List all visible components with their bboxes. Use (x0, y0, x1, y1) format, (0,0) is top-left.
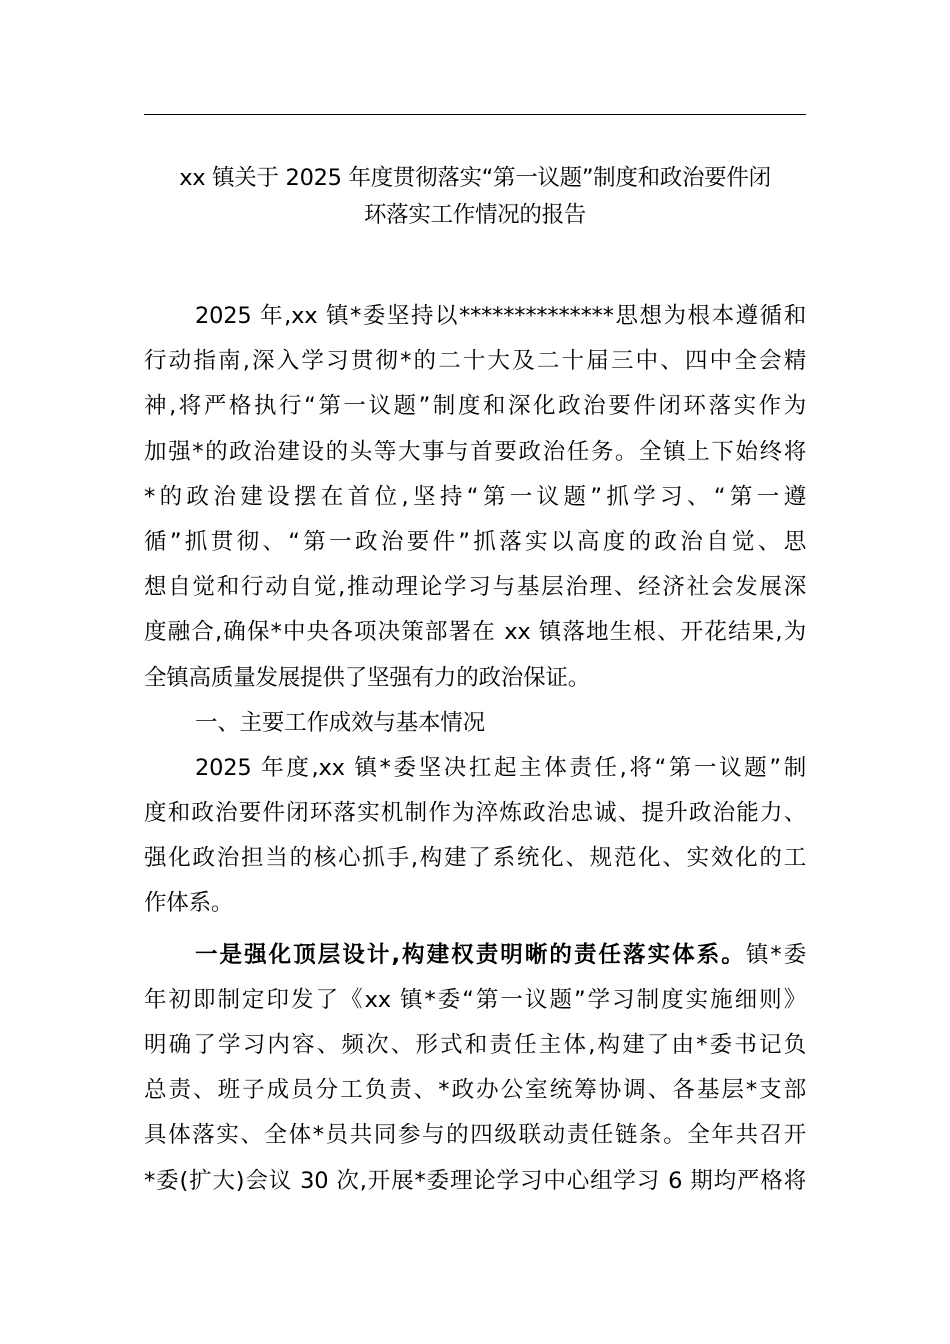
bold-lead-sentence: 一是强化顶层设计,构建权责明晰的责任落实体系。 (195, 941, 746, 968)
title-line-2: 环落实工作情况的报告 (363, 202, 586, 228)
paragraph-line: 明确了学习内容、频次、形式和责任主体,构建了由*委书记负 (144, 1032, 806, 1058)
paragraph-line: *的政治建设摆在首位,坚持“第一议题”抓学习、“第一遵 (144, 483, 806, 510)
title-line-1: xx 镇关于 2025 年度贯彻落实“第一议题”制度和政治要件闭 (179, 165, 771, 191)
document-body (144, 294, 806, 1204)
paragraph-line: 度融合,确保*中央各项决策部署在 xx 镇落地生根、开花结果,为 (144, 619, 806, 646)
paragraph-line: *委(扩大)会议 30 次,开展*委理论学习中心组学习 6 期均严格将 (144, 1167, 806, 1194)
paragraph-line: 加强*的政治建设的头等大事与首要政治任务。全镇上下始终将 (144, 438, 806, 465)
paragraph-line: 具体落实、全体*员共同参与的四级联动责任链条。全年共召开 (144, 1122, 806, 1149)
document-title (144, 160, 806, 234)
paragraph-line: 2025 年,xx 镇*委坚持以**************思想为根本遵循和 (195, 303, 806, 329)
paragraph-line: 度和政治要件闭环落实机制作为淬炼政治忠诚、提升政治能力、 (144, 800, 806, 827)
paragraph-point-one (144, 933, 806, 1204)
paragraph-line: 行动指南,深入学习贯彻*的二十大及二十届三中、四中全会精 (144, 348, 806, 375)
paragraph-line: 总责、班子成员分工负责、*政办公室统筹协调、各基层*支部 (144, 1077, 806, 1104)
paragraph-line-lead (144, 933, 806, 978)
section-heading: 一、主要工作成效与基本情况 (195, 709, 485, 736)
paragraph-overview (144, 746, 806, 927)
header-rule (144, 114, 806, 115)
paragraph-line: 神,将严格执行“第一议题”制度和深化政治要件闭环落实作为 (144, 393, 806, 420)
paragraph-line: 作体系。 (144, 890, 234, 917)
paragraph-line: 年初即制定印发了《xx 镇*委“第一议题”学习制度实施细则》 (144, 986, 806, 1013)
paragraph-line: 全镇高质量发展提供了坚强有力的政治保证。 (144, 664, 591, 691)
lead-line-rest: 镇*委 (745, 941, 806, 968)
paragraph-line: 2025 年度,xx 镇*委坚决扛起主体责任,将“第一议题”制 (195, 754, 806, 781)
paragraph-line: 强化政治担当的核心抓手,构建了系统化、规范化、实效化的工 (144, 845, 806, 872)
paragraph-line: 循”抓贯彻、“第一政治要件”抓落实以高度的政治自觉、思 (144, 528, 806, 555)
paragraph-line: 想自觉和行动自觉,推动理论学习与基层治理、经济社会发展深 (144, 574, 806, 601)
paragraph-intro (144, 294, 806, 701)
